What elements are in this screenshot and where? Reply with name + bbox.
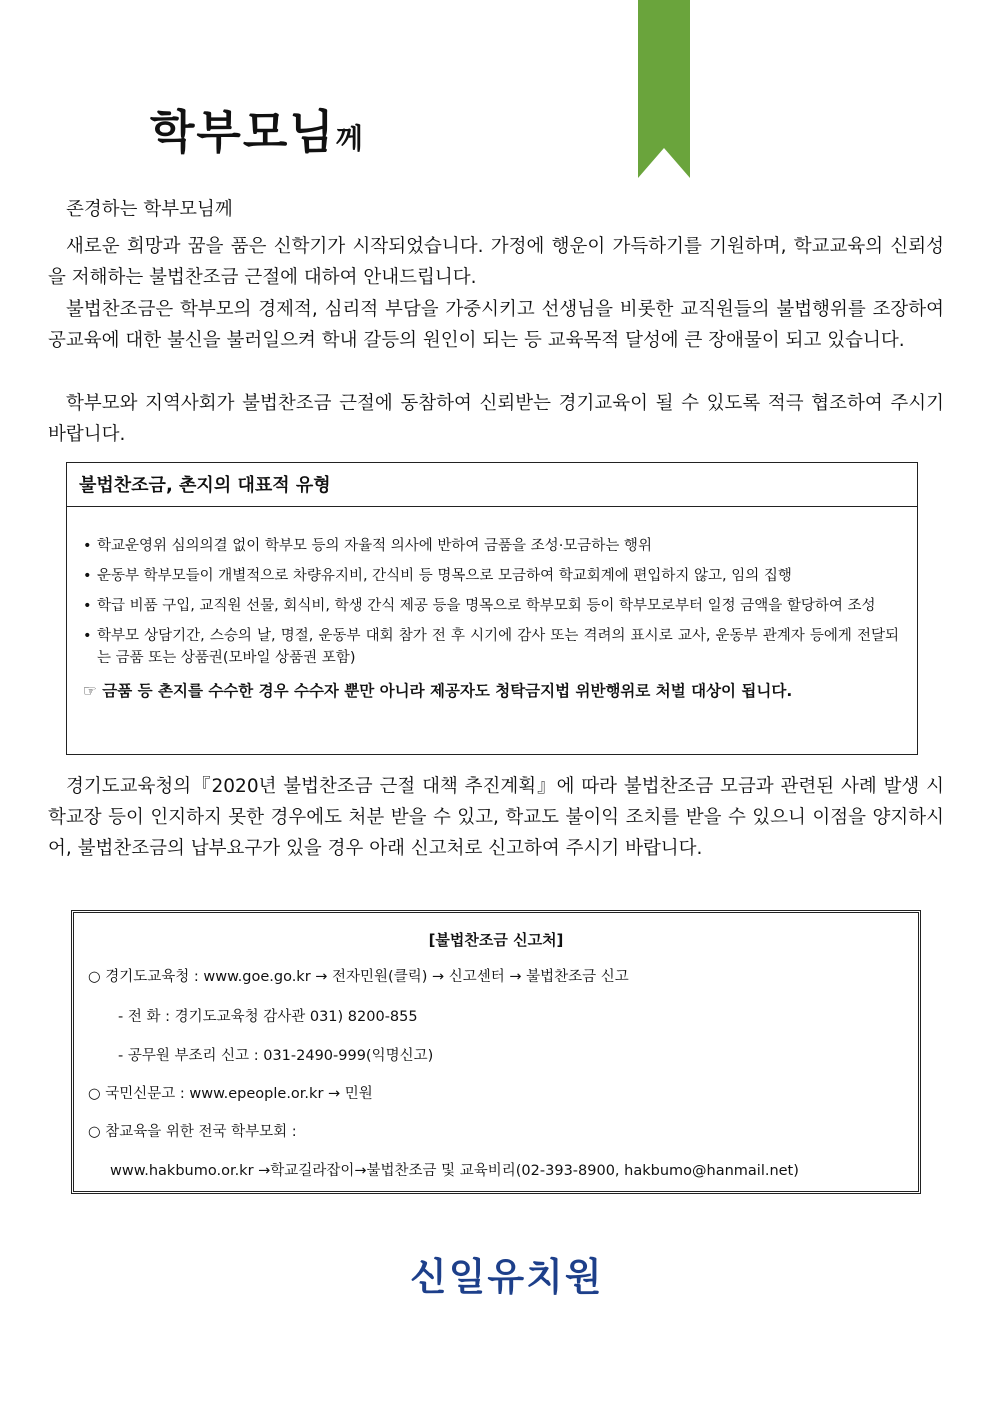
list-item: • 학급 비품 구입, 교직원 선물, 회식비, 학생 간식 제공 등을 명목으로 학부모회 등이 학부모로부터 일정 금액을 할당하여 조성 (83, 595, 899, 617)
paragraph-2: 불법찬조금은 학부모의 경제적, 심리적 부담을 가중시키고 선생님을 비롯한 교직원들의 불법행위를 조장하여 공교육에 대한 불신을 불러일으켜 학내 갈등의 원인이 되는 등 교육목적 달성에 큰 장애물이 되고 있습니다. (48, 299, 944, 351)
title-suffix: 께 (335, 122, 363, 155)
report-line-epeople: ○ 국민신문고 : www.epeople.or.kr → 민원 (88, 1086, 373, 1102)
types-list (67, 507, 917, 669)
types-box (66, 462, 918, 755)
list-item: • 운동부 학부모들이 개별적으로 차량유지비, 간식비 등 명목으로 모금하여 학교회계에 편입하지 않고, 임의 집행 (83, 565, 899, 587)
types-box-header: 불법찬조금, 촌지의 대표적 유형 (67, 463, 917, 507)
report-line-hakbumo: www.hakbumo.or.kr →학교길라잡이→불법찬조금 및 교육비리(02-393-8900, hakbumo@hanmail.net) (110, 1163, 799, 1179)
report-box (71, 910, 921, 1194)
paragraph-1: 새로운 희망과 꿈을 품은 신학기가 시작되었습니다. 가정에 행운이 가득하기를 기원하며, 학교교육의 신뢰성을 저해하는 불법찬조금 근절에 대하여 안내드립니다. (48, 236, 944, 288)
page-title (150, 96, 363, 162)
title-main: 학부모님 (150, 105, 336, 159)
list-item: • 학부모 상담기간, 스승의 날, 명절, 운동부 대회 참가 전 후 시기에 감사 또는 격려의 표시로 교사, 운동부 관계자 등에게 전달되는 금품 또는 상품권(모바일 상품권 포함) (83, 625, 899, 669)
warning-note: ☞ 금품 등 촌지를 수수한 경우 수수자 뿐만 아니라 제공자도 청탁금지법 위반행위로 처벌 대상이 됩니다. (83, 682, 793, 700)
school-logo: 신일유치원 (410, 1255, 604, 1299)
greeting: 존경하는 학부모님께 (66, 199, 233, 220)
report-line-goe: ○ 경기도교육청 : www.goe.go.kr → 전자민원(클릭) → 신고센터 → 불법찬조금 신고 (88, 969, 629, 985)
report-box-header: [불법찬조금 신고처] (428, 931, 564, 949)
paragraph-4: 경기도교육청의『2020년 불법찬조금 근절 대책 추진계획』에 따라 불법찬조금 모금과 관련된 사례 발생 시 학교장 등이 인지하지 못한 경우에도 처분 받을 수 있고, 학교도 불이익 조치를 받을 수 있으니 이점을 양지하시어, 불법찬조금의 납부요구가 있을 경우 아래 신고처로 신고하여 주시기 바랍니다. (48, 776, 944, 859)
report-line-anonymous: - 공무원 부조리 신고 : 031-2490-999(익명신고) (118, 1048, 434, 1064)
report-line-parents-assoc: ○ 참교육을 위한 전국 학부모회 : (88, 1124, 297, 1140)
paragraph-3: 학부모와 지역사회가 불법찬조금 근절에 동참하여 신뢰받는 경기교육이 될 수 있도록 적극 협조하여 주시기 바랍니다. (48, 393, 944, 445)
bookmark-ribbon-icon (638, 0, 690, 178)
report-line-phone: - 전 화 : 경기도교육청 감사관 031) 8200-855 (118, 1009, 418, 1025)
list-item: • 학교운영위 심의의결 없이 학부모 등의 자율적 의사에 반하여 금품을 조성·모금하는 행위 (83, 535, 899, 557)
